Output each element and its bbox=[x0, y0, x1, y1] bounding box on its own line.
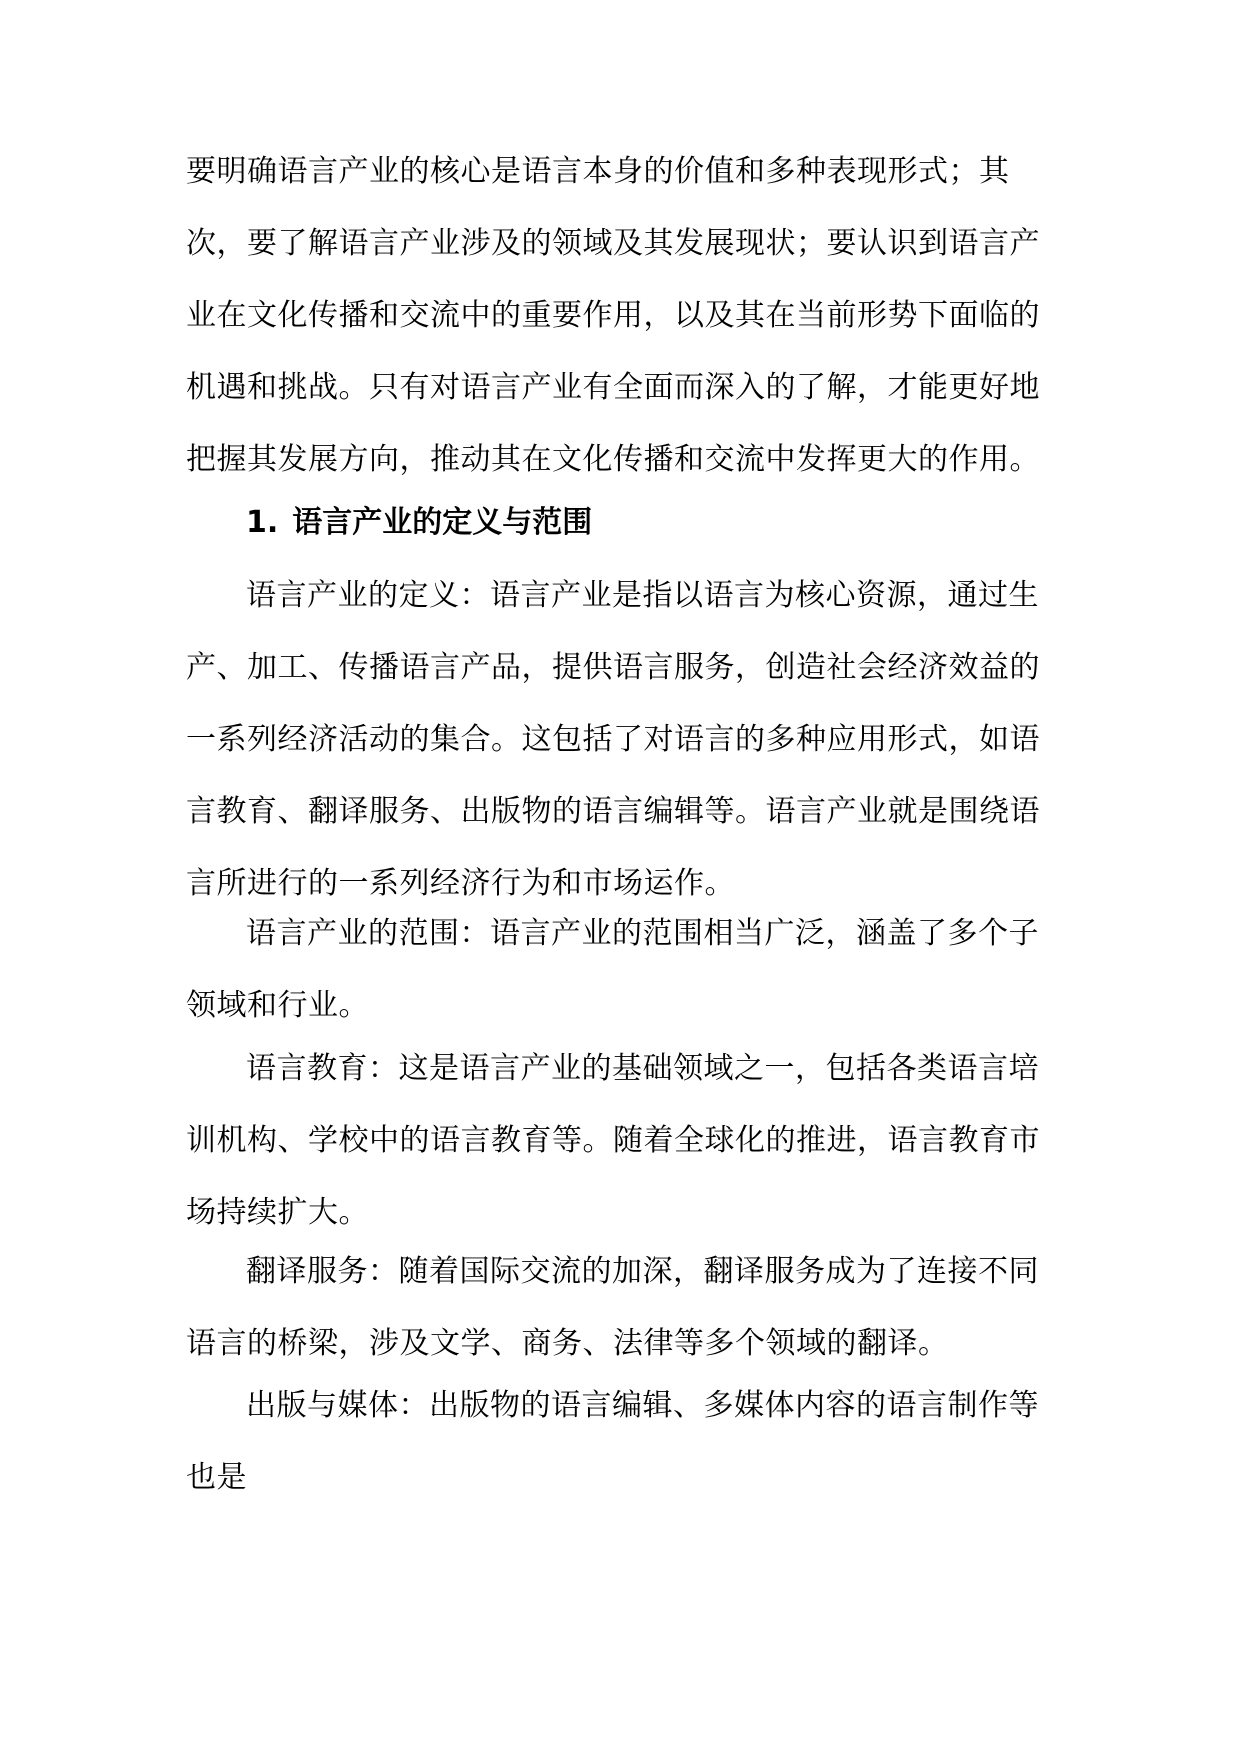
section-title: 语言产业的定义与范围 bbox=[292, 505, 593, 540]
section-heading bbox=[246, 487, 592, 559]
publishing-media-paragraph: 出版与媒体：出版物的语言编辑、多媒体内容的语言制作等也是 bbox=[186, 1388, 1039, 1495]
definition-paragraph: 语言产业的定义：语言产业是指以语言为核心资源，通过生产、加工、传播语言产品，提供语言服务，创造社会经济效益的一系列经济活动的集合。这包括了对语言的多种应用形式，如语言教育、翻译服务、出版物的语言编辑等。语言产业就是围绕语言所进行的一系列经济行为和市场运作。 bbox=[186, 578, 1040, 901]
language-education-paragraph: 语言教育：这是语言产业的基础领域之一，包括各类语言培训机构、学校中的语言教育等。随着全球化的推进，语言教育市场持续扩大。 bbox=[186, 1051, 1040, 1230]
scope-paragraph: 语言产业的范围：语言产业的范围相当广泛，涵盖了多个子领域和行业。 bbox=[186, 916, 1039, 1023]
intro-paragraph: 要明确语言产业的核心是语言本身的价值和多种表现形式；其次，要了解语言产业涉及的领域及其发展现状；要认识到语言产业在文化传播和交流中的重要作用，以及其在当前形势下面临的机遇和挑战。只有对语言产业有全面而深入的了解，才能更好地把握其发展方向，推动其在文化传播和交流中发挥更大的作用。 bbox=[186, 154, 1040, 477]
translation-services-paragraph: 翻译服务：随着国际交流的加深，翻译服务成为了连接不同语言的桥梁，涉及文学、商务、法律等多个领域的翻译。 bbox=[186, 1254, 1039, 1361]
section-number: 1. bbox=[246, 505, 279, 540]
